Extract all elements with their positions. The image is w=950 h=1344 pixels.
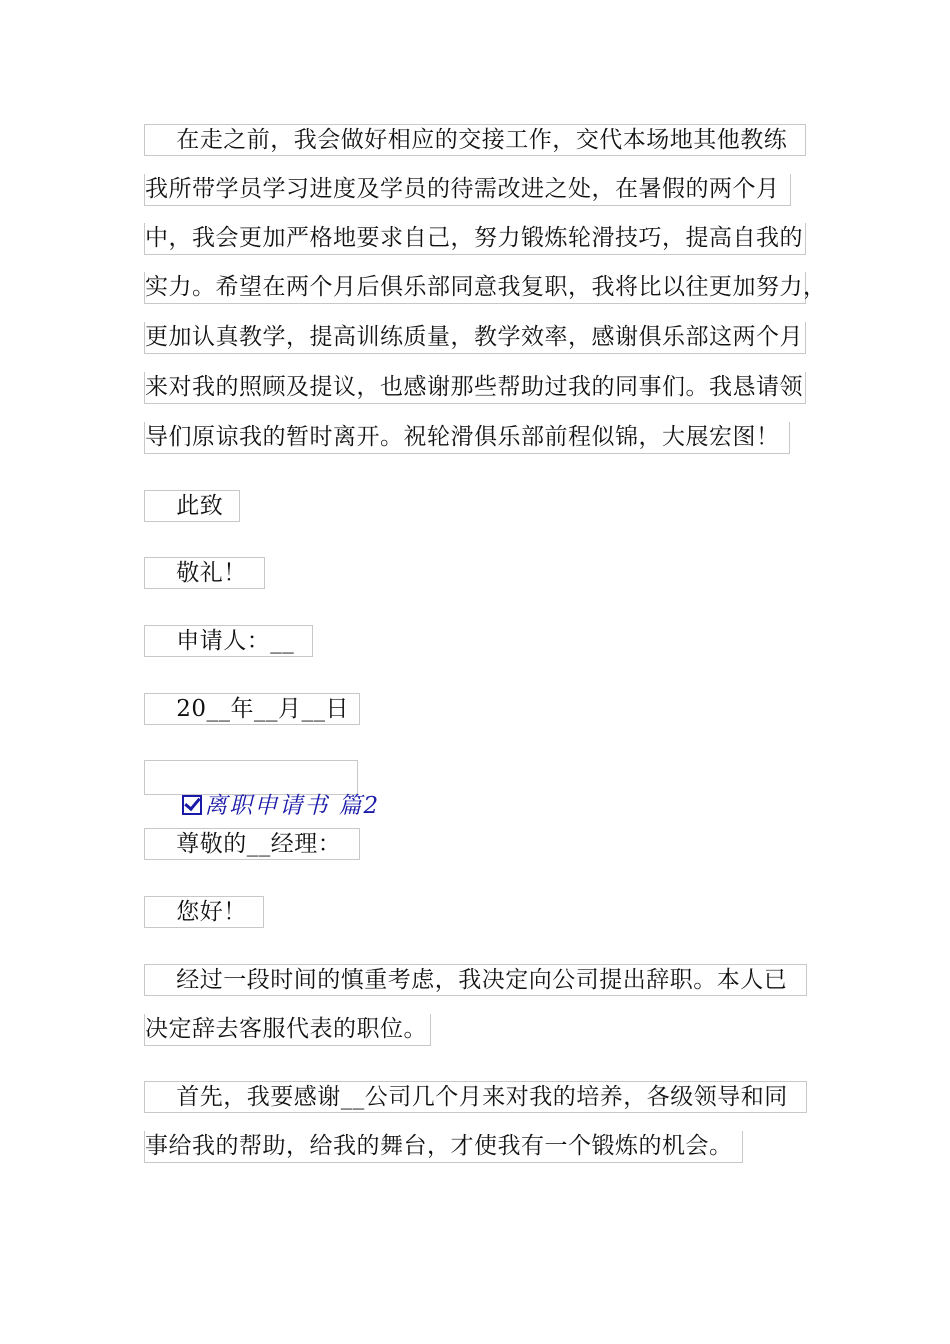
salutation-jing-li: 敬礼！ [144,557,265,589]
text-line: 更加认真教学，提高训练质量，教学效率，感谢俱乐部这两个月 [144,322,806,354]
text-line: 我所带学员学习进度及学员的待需改进之处，在暑假的两个月 [144,174,791,206]
text-line: 来对我的照顾及提议，也感谢那些帮助过我的同事们。我恳请领 [144,372,806,404]
text-line: 首先，我要感谢__公司几个月来对我的培养，各级领导和同 [144,1081,807,1113]
hello-line: 您好！ [144,896,264,928]
section-heading-text: 离职申请书 篇2 [204,793,381,819]
applicant-line: 申请人：__ [144,625,313,657]
text-line: 在走之前，我会做好相应的交接工作，交代本场地其他教练 [144,124,806,156]
text-line: 实力。希望在两个月后俱乐部同意我复职，我将比以往更加努力， [144,272,806,304]
text-line: 导们原谅我的暂时离开。祝轮滑俱乐部前程似锦，大展宏图！ [144,422,790,454]
date-line: 20__年__月__日 [144,693,360,725]
checkbox-checked-icon [182,795,202,815]
section-heading [144,760,381,819]
text-line: 决定辞去客服代表的职位。 [144,1014,431,1046]
text-line: 事给我的帮助，给我的舞台，才使我有一个锻炼的机会。 [144,1131,743,1163]
greeting-line: 尊敬的__经理： [144,828,360,860]
salutation-ci-zhi: 此致 [144,490,240,522]
text-line: 中，我会更加严格地要求自己，努力锻炼轮滑技巧，提高自我的 [144,223,806,255]
text-line: 经过一段时间的慎重考虑，我决定向公司提出辞职。本人已 [144,964,807,996]
